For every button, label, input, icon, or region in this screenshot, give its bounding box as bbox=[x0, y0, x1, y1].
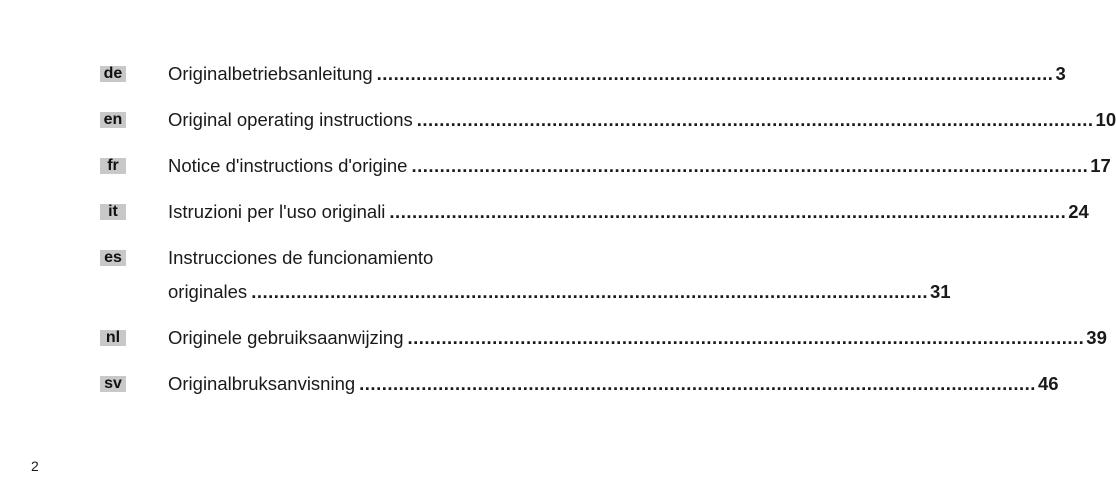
toc-entry-text bbox=[168, 246, 951, 304]
dot-leader: ........................................................................................................................ bbox=[251, 281, 928, 302]
toc-entry-text bbox=[168, 372, 1059, 396]
language-badge-nl: nl bbox=[100, 330, 126, 346]
dot-leader: ........................................................................................................................ bbox=[411, 155, 1089, 176]
language-badge-it: it bbox=[100, 204, 126, 220]
toc-entry-es[interactable] bbox=[100, 246, 951, 326]
language-badge-es: es bbox=[100, 250, 126, 266]
toc-entry-sv[interactable] bbox=[100, 372, 1059, 418]
language-badge-fr: fr bbox=[100, 158, 126, 174]
toc-entry-nl[interactable] bbox=[100, 326, 1107, 372]
toc-entry-title-line1: Instrucciones de funcionamiento bbox=[168, 247, 434, 268]
toc-page-number: 46 bbox=[1037, 373, 1059, 394]
toc-page-number: 17 bbox=[1090, 155, 1111, 176]
toc-page-number: 24 bbox=[1068, 201, 1089, 222]
toc-entry-title: Originalbetriebsanleitung bbox=[168, 63, 373, 84]
toc-entry-title-line2: originales bbox=[168, 281, 248, 302]
toc-entry-it[interactable] bbox=[100, 200, 1089, 246]
toc-page-number: 31 bbox=[929, 281, 951, 302]
toc-entry-text bbox=[168, 200, 1089, 224]
dot-leader: ........................................................................................................................ bbox=[407, 327, 1085, 348]
dot-leader: ........................................................................................................................ bbox=[376, 63, 1054, 84]
toc-entry-title: Istruzioni per l'uso originali bbox=[168, 201, 386, 222]
toc-page-number: 10 bbox=[1095, 109, 1116, 130]
language-badge-de: de bbox=[100, 66, 126, 82]
table-of-contents bbox=[100, 62, 1116, 418]
toc-entry-text bbox=[168, 108, 1116, 132]
toc-entry-text bbox=[168, 62, 1066, 86]
toc-page-number: 3 bbox=[1055, 63, 1066, 84]
dot-leader: ........................................................................................................................ bbox=[389, 201, 1067, 222]
toc-entry-text bbox=[168, 326, 1107, 350]
dot-leader: ........................................................................................................................ bbox=[416, 109, 1094, 130]
toc-page-number: 39 bbox=[1086, 327, 1107, 348]
toc-entry-text bbox=[168, 154, 1111, 178]
toc-entry-title: Notice d'instructions d'origine bbox=[168, 155, 408, 176]
toc-entry-fr[interactable] bbox=[100, 154, 1111, 200]
toc-entry-title: Originalbruksanvisning bbox=[168, 373, 356, 394]
page-number: 2 bbox=[31, 458, 39, 474]
language-badge-en: en bbox=[100, 112, 126, 128]
toc-entry-title: Originele gebruiksaanwijzing bbox=[168, 327, 404, 348]
toc-entry-de[interactable] bbox=[100, 62, 1066, 108]
toc-entry-title: Original operating instructions bbox=[168, 109, 413, 130]
language-badge-sv: sv bbox=[100, 376, 126, 392]
dot-leader: ........................................................................................................................ bbox=[359, 373, 1036, 394]
toc-entry-en[interactable] bbox=[100, 108, 1116, 154]
